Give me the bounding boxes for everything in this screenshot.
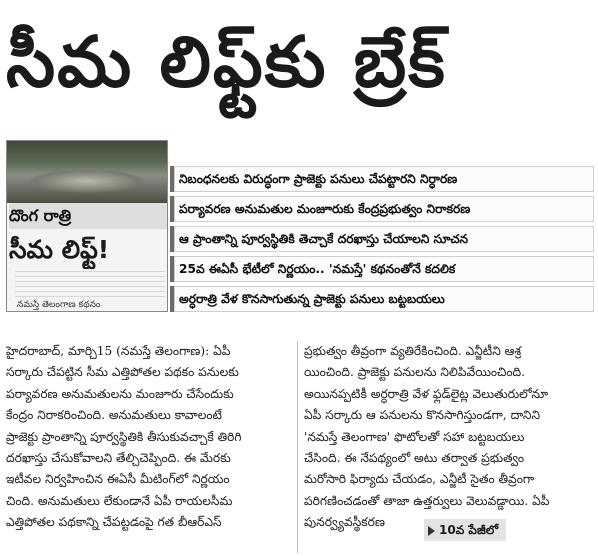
subheading: 25వ ఈఏసీ భేటీలో నిర్ణయం.. 'నమస్తే' కథనంతోనే కదలిక [170, 256, 594, 282]
thumbnail-text-block [15, 271, 165, 299]
body-line: చింది. అనుమతులు లేకుండానే ఏపీ రాయలసీమ [6, 493, 233, 508]
continuation-marker [424, 519, 506, 541]
subheading-list [170, 166, 594, 316]
body-line: కేంద్రం నిరాకరించింది. అనుమతులు కావాలంటే [6, 408, 222, 423]
body-line: ఏపీ సర్కారు ఆ పనులను కొనసాగిస్తుండగా, దానిని [304, 408, 541, 423]
thumbnail-caption: నమస్తే తెలంగాణ కథనం [17, 300, 101, 310]
body-line: పునర్వ్యవస్థీకరణ [304, 515, 385, 530]
body-line: చేసింది. ఈ నేపథ్యంలో అటు తర్వాత ప్రభుత్వం [304, 451, 525, 466]
body-line: పర్యావరణ అనుమతులను మంజూరు చేసేందుకు [6, 386, 234, 401]
body-line: ప్రాజెక్టు ప్రాంతాన్ని పూర్వస్థితికి తీసుకువచ్చాకే తిరిగి [6, 429, 242, 444]
continuation-label: 10వ పేజీలో [439, 523, 499, 537]
body-line: మరోసారి ఫిర్యాదు చేయడం, ఎన్జీటీ సైతం తీవ్రంగా [304, 472, 535, 487]
body-line: యించింది. ప్రాజెక్టు పనులను నిలిపివేయించింది. [304, 365, 526, 380]
body-line: సర్కారు చేపట్టిన సీమ ఎత్తిపోతల పథకం పనులకు [6, 365, 239, 380]
subheading: నిబంధనలకు విరుద్ధంగా ప్రాజెక్టు పనులు చేపట్టారని నిర్ధారణ [170, 166, 594, 192]
thumbnail-clipping [6, 140, 168, 312]
body-line: ఎత్తిపోతల పథకాన్ని చేపట్టడంపై గత బీఆర్‌ఎస్ [6, 515, 222, 530]
headline: సీమ లిఫ్ట్‌కు బ్రేక్ [6, 21, 447, 103]
subheading: పర్యావరణ అనుమతుల మంజూరుకు కేంద్రప్రభుత్వం నిరాకరణ [170, 196, 594, 222]
body-line: 'నమస్తే తెలంగాణ' ఫొటోలతో సహా బట్టబయలు [304, 429, 525, 444]
body-line: హైదరాబాద్, మార్చి15 (నమస్తే తెలంగాణ): ఏపీ [6, 344, 231, 358]
thumbnail-headline-line2: సీమ లిఫ్ట్! [9, 235, 110, 264]
subheading: అర్ధరాత్రి వేళ కొనసాగుతున్న ప్రాజెక్టు పనులు బట్టబయలు [170, 286, 594, 312]
body-line: పరిగణించడంతో తాజా ఉత్తర్వులు వెలువడ్డాయి. ఏపీ [304, 493, 550, 508]
body-line: దరఖాస్తు చేసుకోవాలని తేల్చిచెప్పింది. ఈ మేరకు [6, 451, 231, 466]
body-line: ఇటీవల నిర్వహించిన ఈఏసీ మీటింగ్‌లో నిర్ణయం [6, 472, 230, 487]
body-column-left [6, 341, 292, 555]
play-triangle-icon [428, 526, 435, 536]
body-line: అయినప్పటికీ అర్ధరాత్రి వేళ ఫ్లడ్‌లైట్ల వెలుతురులోనూ [304, 386, 549, 401]
body-line: ప్రభుత్వం తీవ్రంగా వ్యతిరేకించింది. ఎన్జీటీని ఆశ్ర [304, 344, 522, 358]
column-divider [297, 341, 298, 553]
subheading: ఆ ప్రాంతాన్ని పూర్వస్థితికి తెచ్చాకే దరఖాస్తు చేయాలని సూచన [170, 226, 594, 252]
thumbnail-photo [7, 141, 167, 203]
thumbnail-headline-line1: దొంగ రాత్రి [9, 203, 168, 229]
